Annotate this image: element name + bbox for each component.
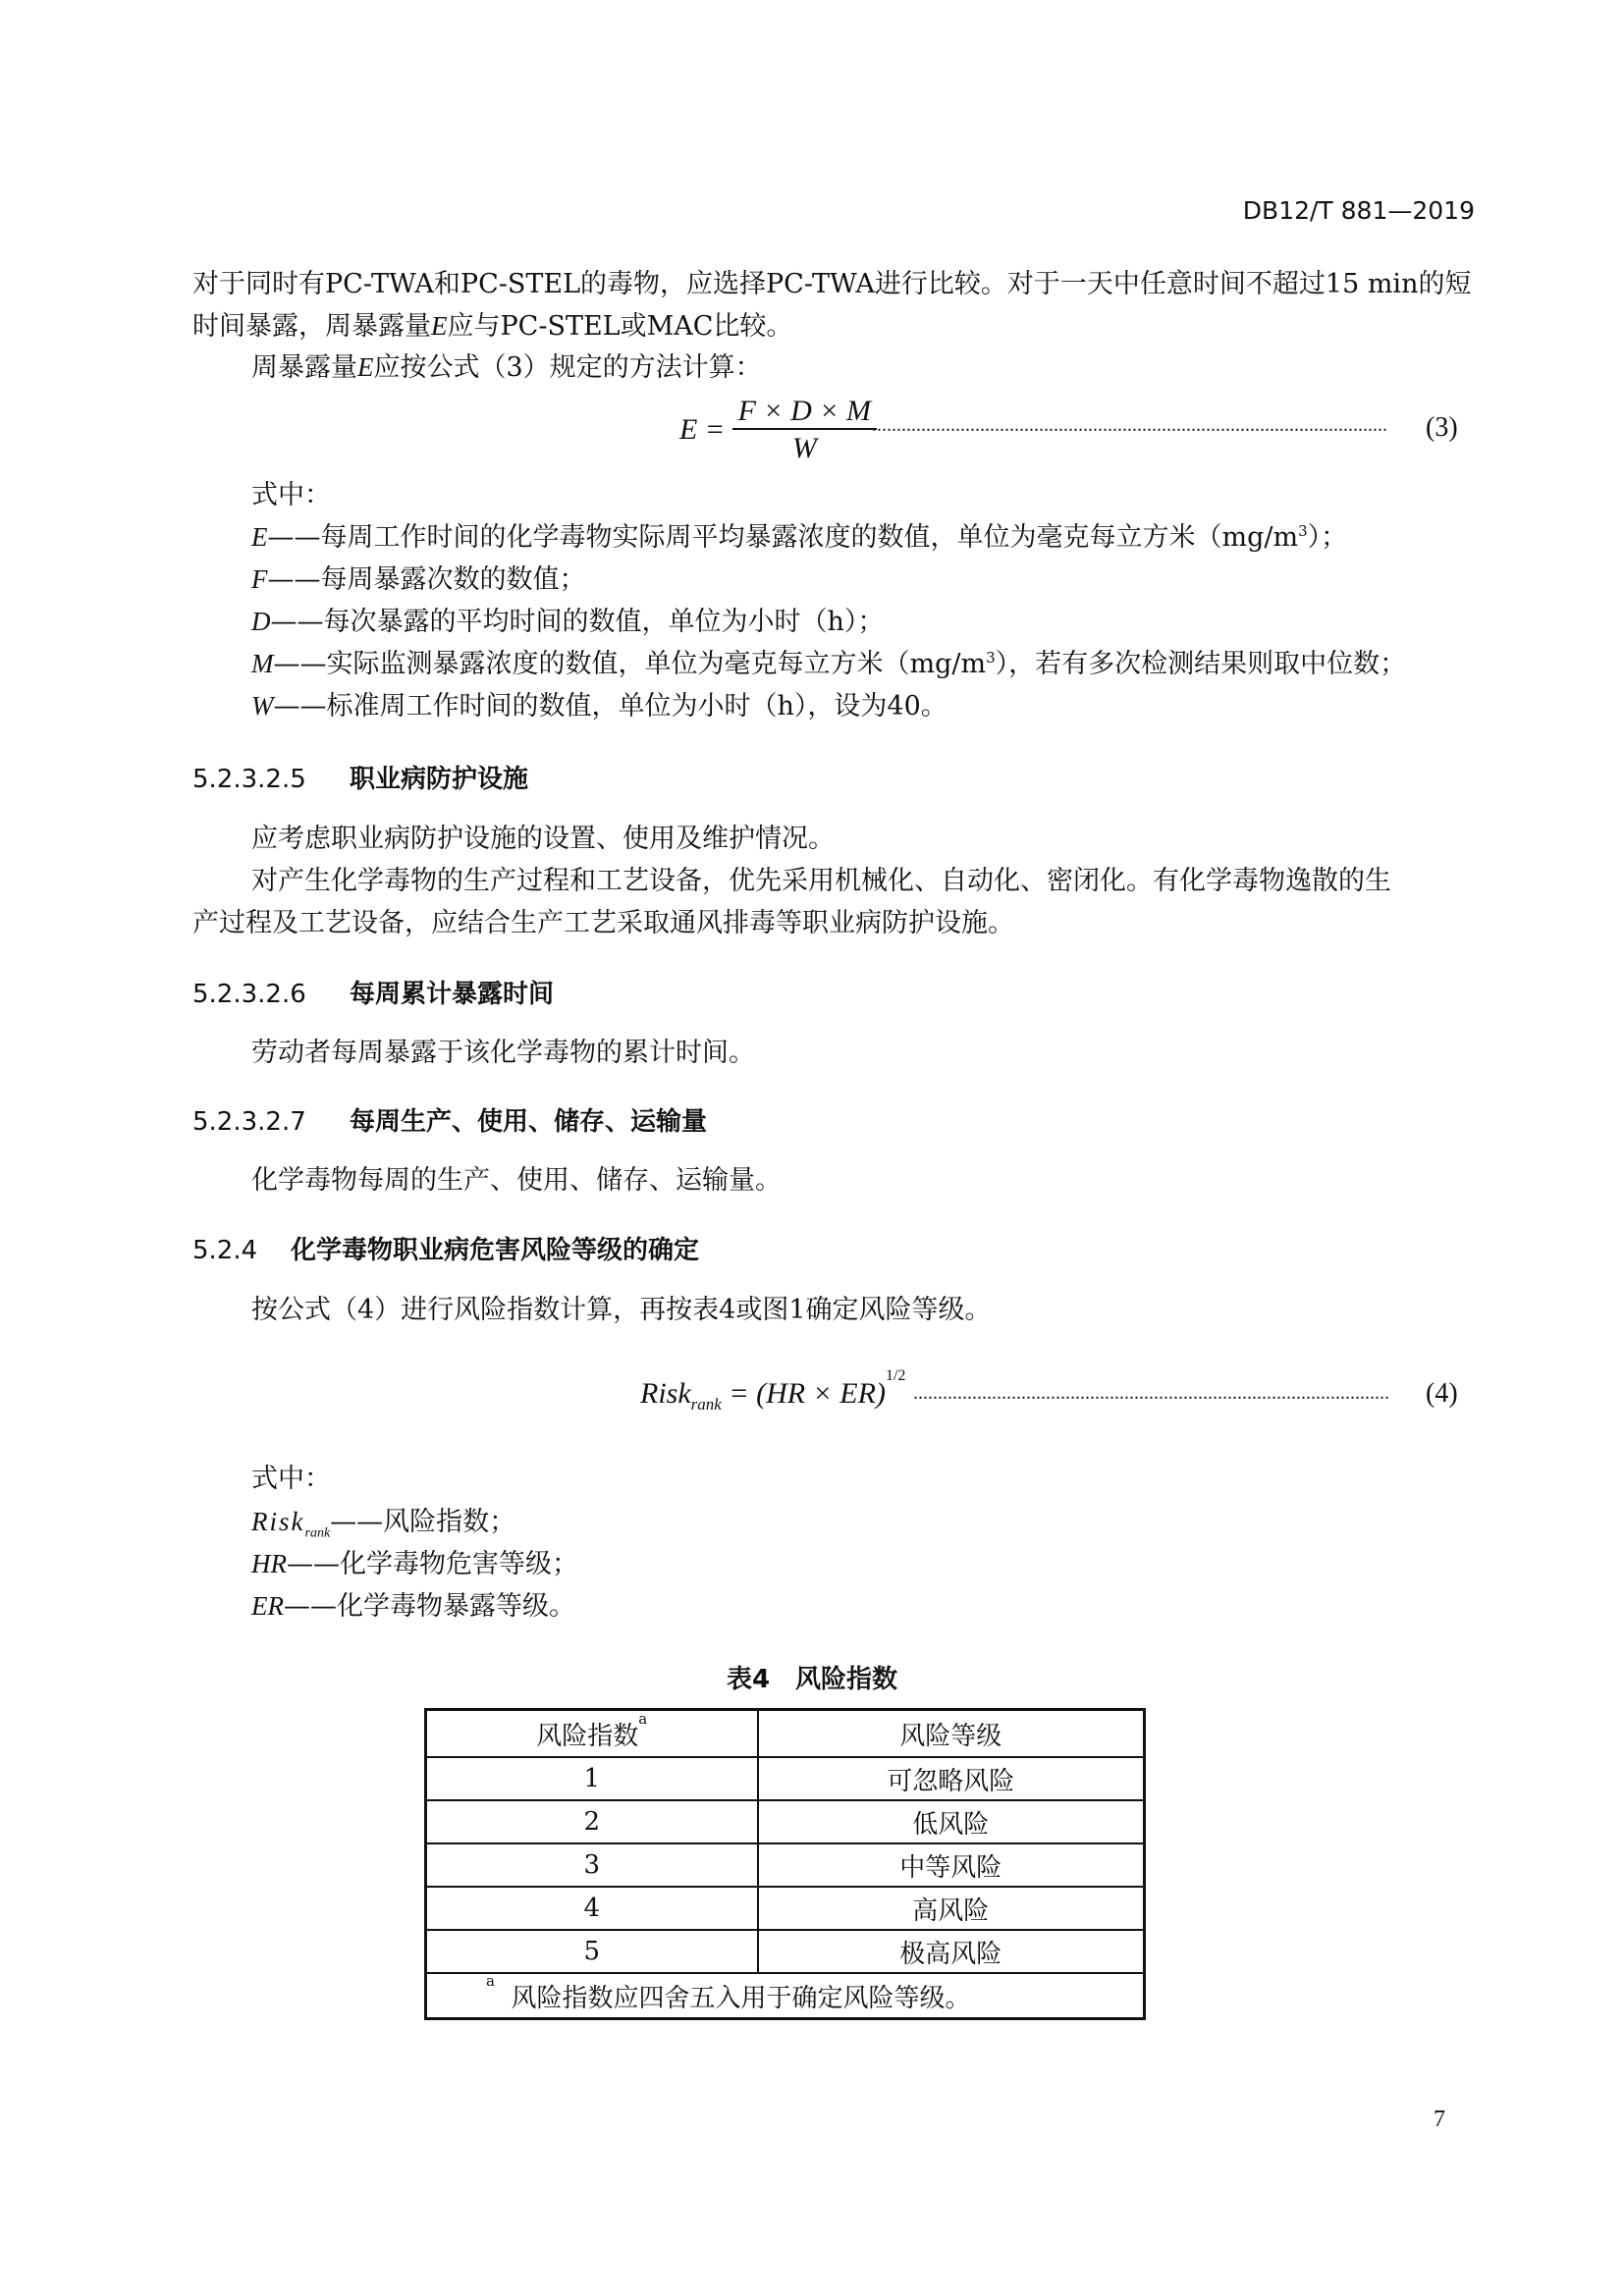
superscript: 3	[986, 649, 996, 667]
formula-rhs: = (HR × ER)	[729, 1377, 886, 1410]
definition-text: 每周工作时间的化学毒物实际周平均暴露浓度的数值，单位为毫克每立方米（mg/m	[320, 522, 1299, 553]
variable: Risk	[251, 1507, 305, 1536]
table-row	[426, 1800, 1145, 1843]
paragraph-line: 应考虑职业病防护设施的设置、使用及维护情况。	[251, 824, 835, 854]
subscript: rank	[690, 1395, 722, 1414]
section-heading	[192, 1101, 707, 1138]
paragraph-line	[251, 352, 762, 383]
subscript: rank	[304, 1525, 331, 1541]
section-heading	[192, 974, 554, 1010]
definition-text: 标准周工作时间的数值，单位为小时（h），设为40。	[326, 691, 947, 721]
definition-item	[251, 607, 884, 637]
formula-3	[679, 395, 877, 465]
section-title: 每周累计暴露时间	[350, 980, 555, 1009]
formula-number: (3)	[1426, 412, 1458, 443]
variable: E	[431, 311, 448, 341]
section-number: 5.2.4	[192, 1236, 258, 1265]
variable: ER	[251, 1591, 284, 1621]
page-number: 7	[1434, 2107, 1445, 2132]
variable: HR	[251, 1549, 287, 1578]
definition-tail: ），若有多次检测结果则取中位数；	[995, 649, 1407, 679]
paragraph-line: 化学毒物每周的生产、使用、储存、运输量。	[251, 1165, 782, 1196]
where-label: 式中：	[251, 1464, 331, 1494]
document-code: DB12/T 881—2019	[1242, 196, 1475, 225]
paragraph-line: 产过程及工艺设备，应结合生产工艺采取通风排毒等职业病防护设施。	[192, 908, 1014, 938]
dash: ——	[273, 691, 327, 721]
leader-dots: .................................................................................................	[913, 1382, 1389, 1404]
exponent: 1/2	[885, 1367, 906, 1384]
where-label: 式中：	[251, 480, 331, 510]
fraction	[732, 395, 877, 465]
text-segment: 应与PC-STEL或MAC比较。	[447, 311, 793, 342]
definition-text: 风险指数；	[383, 1507, 516, 1537]
denominator: W	[791, 432, 817, 464]
paragraph-line: 劳动者每周暴露于该化学毒物的累计时间。	[251, 1038, 755, 1068]
table-row	[426, 1887, 1145, 1930]
definition-item	[251, 1591, 575, 1622]
table-header-row	[426, 1710, 1145, 1758]
section-number: 5.2.3.2.6	[192, 980, 306, 1009]
footnote-text: 风险指数应四舍五入用于确定风险等级。	[511, 1983, 971, 2013]
table-header-cell	[426, 1710, 758, 1758]
table-cell-index: 5	[426, 1930, 758, 1973]
variable: D	[251, 607, 271, 636]
section-number: 5.2.3.2.7	[192, 1107, 306, 1137]
variable: E	[357, 352, 374, 382]
paragraph-line: 对于同时有PC-TWA和PC-STEL的毒物，应选择PC-TWA进行比较。对于一天中任意时间不超过15 min的短	[192, 269, 1472, 299]
definition-text: 化学毒物危害等级；	[340, 1549, 578, 1579]
table-cell-index: 2	[426, 1800, 758, 1843]
definition-text: 实际监测暴露浓度的数值，单位为毫克每立方米（mg/m	[326, 649, 987, 679]
table-cell-level: 低风险	[758, 1800, 1145, 1843]
definition-text: 每次暴露的平均时间的数值，单位为小时（h）；	[323, 607, 885, 637]
table-cell-level: 极高风险	[758, 1930, 1145, 1973]
section-title: 每周生产、使用、储存、运输量	[350, 1107, 708, 1137]
table-caption: 表4 风险指数	[726, 1665, 898, 1694]
variable: E	[251, 522, 268, 552]
text-segment: 时间暴露，周暴露量	[192, 311, 431, 342]
definition-item	[251, 564, 586, 595]
table-row	[426, 1930, 1145, 1973]
table-header-cell: 风险等级	[758, 1710, 1145, 1758]
dash: ——	[330, 1507, 384, 1537]
paragraph-line	[192, 311, 792, 342]
table-cell-index: 3	[426, 1843, 758, 1887]
formula-risk: Risk	[640, 1377, 691, 1410]
formula-4	[640, 1367, 906, 1415]
table-cell-index: 4	[426, 1887, 758, 1930]
dash: ——	[267, 564, 321, 595]
section-heading	[192, 1230, 699, 1266]
section-heading	[192, 759, 528, 795]
text-segment: 应按公式（3）规定的方法计算：	[373, 352, 762, 383]
table-row	[426, 1843, 1145, 1887]
variable: F	[251, 564, 268, 594]
dash: ——	[267, 522, 321, 553]
table-cell-level: 可忽略风险	[758, 1757, 1145, 1800]
header-text: 风险指数	[536, 1721, 639, 1751]
footnote-marker: a	[638, 1709, 648, 1728]
table-cell-level: 中等风险	[758, 1843, 1145, 1887]
table-cell-level: 高风险	[758, 1887, 1145, 1930]
leader-dots: .........................................................................................................	[872, 414, 1387, 436]
dash: ——	[284, 1591, 337, 1622]
formula-number: (4)	[1426, 1378, 1458, 1409]
section-title: 职业病防护设施	[350, 765, 529, 794]
table-row	[426, 1757, 1145, 1800]
formula-lhs: E =	[679, 413, 726, 446]
definition-item	[251, 522, 1347, 553]
numerator: F × D × M	[732, 395, 877, 430]
section-title: 化学毒物职业病危害风险等级的确定	[291, 1236, 700, 1265]
paragraph-line: 按公式（4）进行风险指数计算，再按表4或图1确定风险等级。	[251, 1295, 992, 1325]
section-number: 5.2.3.2.5	[192, 765, 306, 794]
footnote-marker: a	[486, 1971, 495, 1990]
variable: W	[251, 691, 274, 721]
definition-tail: ）；	[1307, 522, 1348, 553]
table-footnote	[426, 1973, 1145, 2019]
definition-item	[251, 649, 1406, 679]
risk-index-table	[424, 1708, 1146, 2020]
paragraph-line: 对产生化学毒物的生产过程和工艺设备，优先采用机械化、自动化、密闭化。有化学毒物逸散的生	[251, 866, 1391, 896]
dash: ——	[270, 607, 324, 637]
definition-item	[251, 1507, 515, 1548]
definition-text: 化学毒物暴露等级。	[337, 1591, 575, 1622]
definition-item	[251, 1549, 578, 1579]
text-segment: 周暴露量	[251, 352, 357, 383]
table-cell-index: 1	[426, 1757, 758, 1800]
definition-text: 每周暴露次数的数值；	[320, 564, 586, 595]
definition-item	[251, 691, 947, 721]
superscript: 3	[1298, 522, 1308, 540]
table-footnote-row	[426, 1973, 1145, 2019]
variable: M	[251, 649, 274, 678]
dash: ——	[287, 1549, 340, 1579]
dash: ——	[273, 649, 327, 679]
